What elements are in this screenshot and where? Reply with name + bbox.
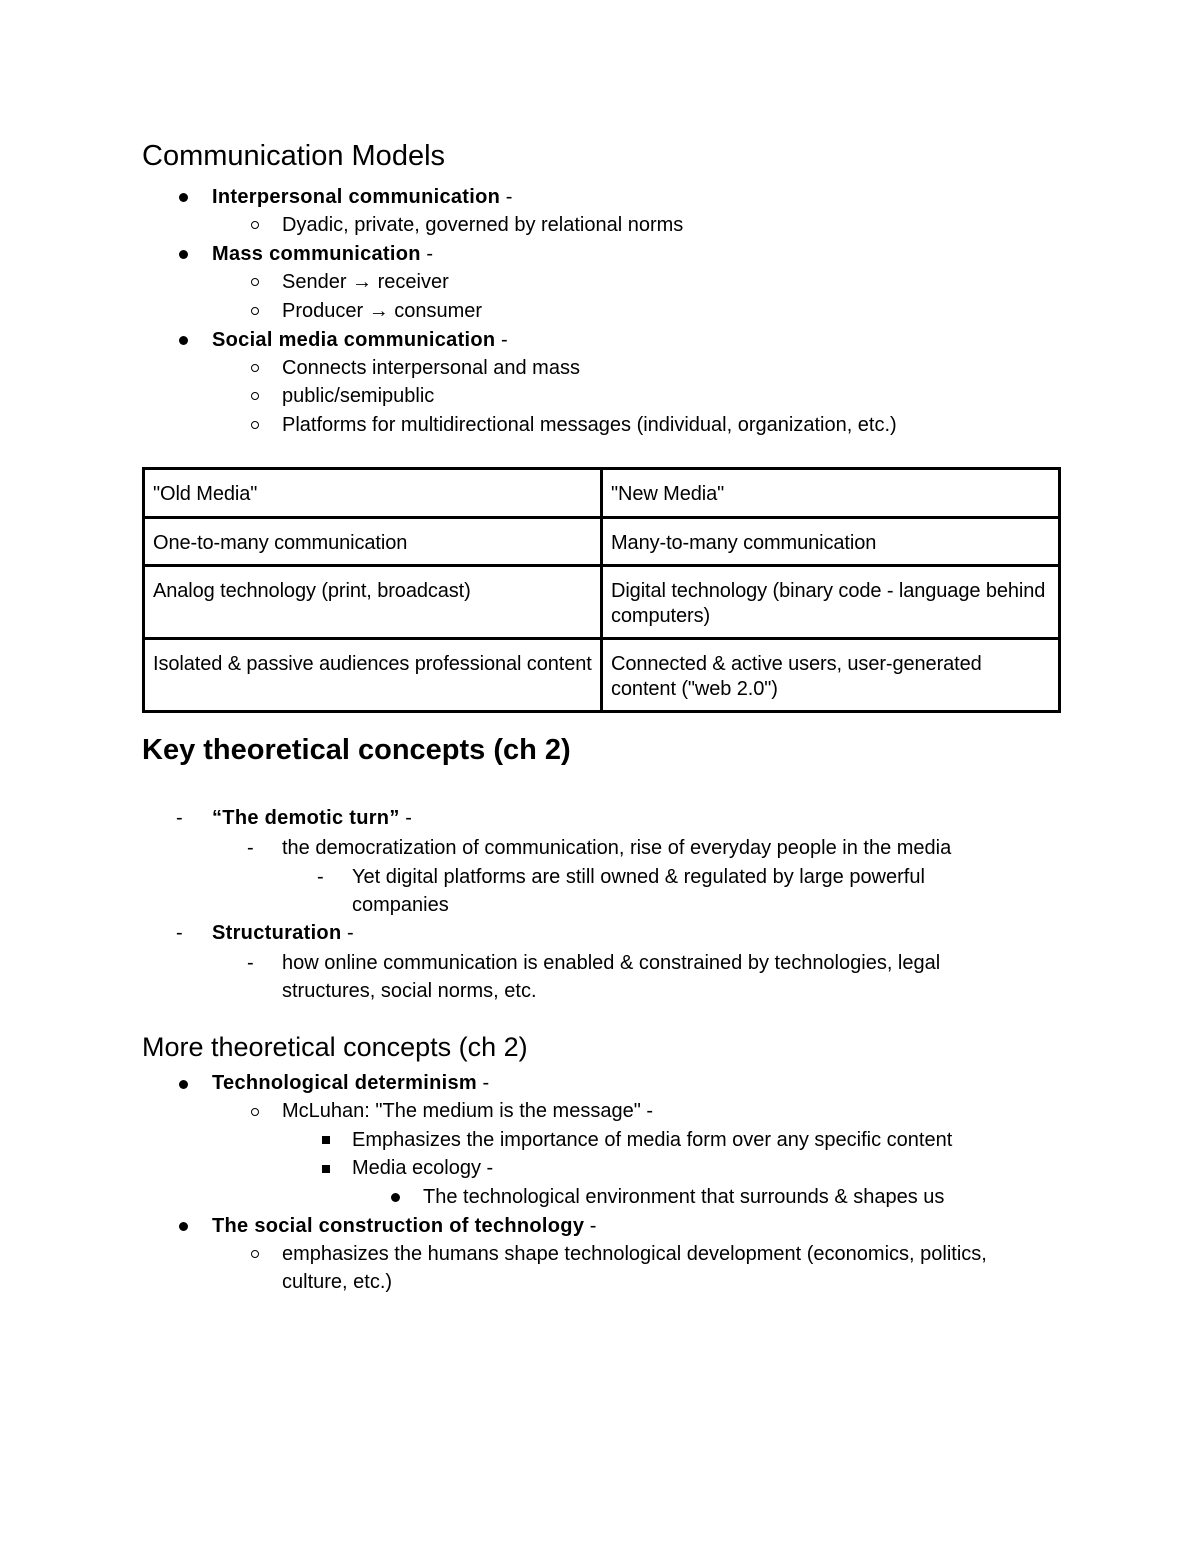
- list-item: Dyadic, private, governed by relational norms: [282, 214, 684, 236]
- dash-bullet-icon: -: [247, 952, 254, 974]
- section-title-communication-models: Communication Models: [142, 140, 446, 172]
- list-item: [212, 804, 412, 832]
- list-item: [212, 183, 512, 211]
- term-structuration: Structuration: [212, 922, 342, 944]
- list-item: Sender → receiver: [282, 271, 449, 293]
- bullet-ring-icon: [251, 421, 259, 429]
- dash-bullet-icon: -: [317, 866, 324, 888]
- table-cell: One-to-many communication: [144, 518, 602, 566]
- dash-bullet-icon: -: [176, 807, 183, 829]
- bullet-disc-icon: [391, 1193, 400, 1202]
- list-item: Producer → consumer: [282, 300, 483, 322]
- list-item: [212, 326, 508, 354]
- bullet-ring-icon: [251, 278, 259, 286]
- list-item-continuation: structures, social norms, etc.: [282, 980, 537, 1002]
- list-item: the democratization of communication, rise of everyday people in the media: [282, 837, 952, 859]
- term-social-media: Social media communication: [212, 329, 496, 351]
- list-item: Platforms for multidirectional messages (individual, organization, etc.): [282, 414, 897, 436]
- term-suffix: -: [420, 243, 433, 265]
- list-item: public/semipublic: [282, 385, 435, 407]
- table-cell: Analog technology (print, broadcast): [144, 566, 602, 639]
- bullet-ring-icon: [251, 364, 259, 372]
- table-cell: Digital technology (binary code - language behind computers): [602, 566, 1060, 639]
- bullet-square-icon: [322, 1165, 330, 1173]
- list-item: McLuhan: "The medium is the message" -: [282, 1100, 654, 1122]
- bullet-disc-icon: [179, 1080, 188, 1089]
- table-cell: Isolated & passive audiences professional content: [144, 639, 602, 712]
- list-item: [212, 1212, 596, 1240]
- bullet-disc-icon: [179, 1222, 188, 1231]
- term-suffix: -: [584, 1215, 597, 1237]
- list-item: emphasizes the humans shape technological development (economics, politics,: [282, 1243, 987, 1265]
- table-row: [144, 469, 1060, 518]
- list-item: The technological environment that surrounds & shapes us: [423, 1186, 945, 1208]
- term-mass: Mass communication: [212, 243, 421, 265]
- list-item: how online communication is enabled & constrained by technologies, legal: [282, 952, 941, 974]
- table-row: [144, 639, 1060, 712]
- bullet-disc-icon: [179, 336, 188, 345]
- list-item: [212, 919, 354, 947]
- table-cell: Connected & active users, user-generated content ("web 2.0"): [602, 639, 1060, 712]
- bullet-ring-icon: [251, 221, 259, 229]
- bullet-ring-icon: [251, 1108, 259, 1116]
- section-title-more-concepts: More theoretical concepts (ch 2): [142, 1032, 528, 1062]
- table-row: [144, 566, 1060, 639]
- bullet-square-icon: [322, 1136, 330, 1144]
- bullet-ring-icon: [251, 307, 259, 315]
- term-social-construction: The social construction of technology: [212, 1215, 585, 1237]
- bullet-ring-icon: [251, 392, 259, 400]
- term-suffix: -: [476, 1072, 490, 1094]
- dash-bullet-icon: -: [247, 837, 254, 859]
- media-comparison-table: [142, 467, 1061, 713]
- list-item-continuation: culture, etc.): [282, 1271, 393, 1293]
- section-title-key-concepts: Key theoretical concepts (ch 2): [142, 734, 571, 766]
- table-cell: "Old Media": [144, 469, 602, 518]
- bullet-disc-icon: [179, 250, 188, 259]
- term-suffix: -: [399, 807, 412, 829]
- list-item: Media ecology -: [352, 1157, 494, 1179]
- term-suffix: -: [500, 186, 513, 208]
- list-item: [212, 1069, 489, 1097]
- list-item-continuation: companies: [352, 894, 449, 916]
- bullet-ring-icon: [251, 1250, 259, 1258]
- dash-bullet-icon: -: [176, 922, 183, 944]
- term-suffix: -: [341, 922, 354, 944]
- bullet-disc-icon: [179, 193, 188, 202]
- table-cell: Many-to-many communication: [602, 518, 1060, 566]
- list-item: Connects interpersonal and mass: [282, 357, 580, 379]
- table-cell: "New Media": [602, 469, 1060, 518]
- list-item: Yet digital platforms are still owned & regulated by large powerful: [352, 866, 925, 888]
- list-item: [212, 240, 433, 268]
- term-suffix: -: [495, 329, 508, 351]
- term-demotic-turn: “The demotic turn”: [212, 807, 400, 829]
- term-interpersonal: Interpersonal communication: [212, 186, 501, 208]
- term-technological-determinism: Technological determinism: [212, 1072, 477, 1094]
- list-item: Emphasizes the importance of media form over any specific content: [352, 1129, 953, 1151]
- table-row: [144, 518, 1060, 566]
